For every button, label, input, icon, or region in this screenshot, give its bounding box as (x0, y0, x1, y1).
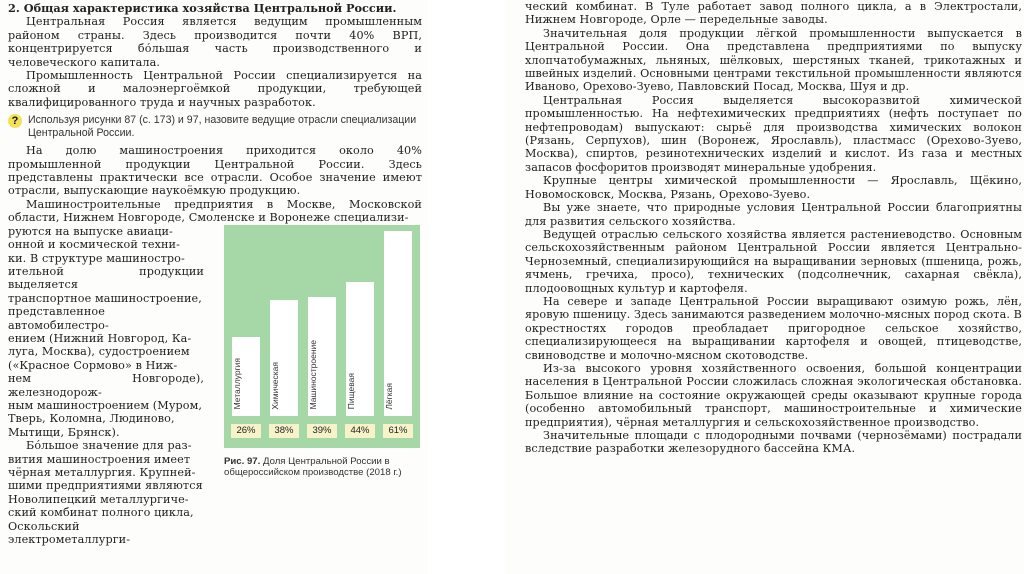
paragraph-text: На долю машиностроения приходится около 40% промышленной продукции Центральной России. Здесь представлены практически все отрасли. Особое значение имеют отрасли, выпускающие наукоёмкую продукцию. (8, 144, 422, 198)
text-line: руются на выпуске авиаци- (8, 224, 173, 238)
paragraph (8, 439, 204, 546)
bar-category-label: Машиностроение (308, 340, 318, 410)
text-line: вития машиностроения имеет (8, 452, 191, 466)
text-line: ным машиностроением (Муром, (8, 398, 203, 412)
bar-value-label: 44% (345, 424, 375, 438)
paragraph: ческий комбинат. В Туле работает завод полного цикла, а в Электростали, Нижнем Новгороде, Орле — передельные заводы. (525, 0, 1022, 27)
text-line: («Красное Сормово» в Ниж- (8, 358, 178, 372)
paragraph: Промышленность Центральной России специализируется на сложной и малоэнергоёмкой продукции, требующей квалифицированного труда и научных разработок. (8, 69, 422, 109)
text-line: нем Новгороде), железнодорож- (8, 372, 204, 399)
right-textbook-page (505, 0, 1024, 574)
text-line: Оскольский электрометаллурги- (8, 519, 131, 547)
question-block (8, 114, 422, 140)
text-line: ительной продукции выделяется (8, 264, 204, 292)
paragraph: Крупные центры химической промышленности — Ярославль, Щёкино, Новомосковск, Москва, Рязань, Орехово-Зуево. (525, 174, 1022, 201)
page-gutter (428, 0, 505, 574)
bar-value-label: 38% (269, 424, 299, 438)
bar-value-label: 26% (231, 424, 261, 438)
paragraph: На севере и западе Центральной России выращивают озимую рожь, лён, яровую пшеницу. Здесь занимаются разведением молочно-мясных пород скота. В окрестностях городов преобладает пригородное сельское хозяйство, специализирующееся на выращивании картофеля и овощей, птицеводстве, свиноводстве и молочно-мясном скотоводстве. (525, 294, 1022, 362)
chart-bar (308, 297, 336, 415)
figure-wrap-area (8, 225, 422, 547)
text-line: чёрная металлургия. Крупней- (8, 466, 196, 479)
text-line: Тверь, Коломна, Людиново, (8, 412, 175, 426)
text-line: луга, Москва), судостроением (8, 345, 190, 359)
bar-value-label: 39% (307, 424, 337, 438)
paragraph: Значительная доля продукции лёгкой промышленности выпускается в Центральной России. Она представлена предприятиями по выпуску хлопчатобумажных, льняных, шёлковых, шерстяных тканей, трикотажных и швейных изделий. Основными центрами текстильной промышленности являются Иваново, Орехово-Зуево, Павловский Посад, Москва, Шуя и др. (525, 26, 1022, 94)
text-line: шими предприятиями являются (8, 479, 203, 493)
text-line: ки. В структуре машиностро- (8, 251, 185, 265)
chart-bar (346, 282, 374, 415)
paragraph: Из-за высокого уровня хозяйственного освоения, большой концентрации населения в Центральной России сложилась сложная экологическая обстановка. Большое влияние на состояние окружающей среды оказывают крупные города (особенно автомобильный транспорт, машиностроительные и химические предприятия), чёрная металлургия и сельскохозяйственное производство. (525, 361, 1022, 429)
right-text-column (525, 0, 1022, 456)
text-line: ением (Нижний Новгород, Ка- (8, 331, 192, 345)
bar-value-label: 61% (383, 424, 413, 438)
text-line: Мытищи, Брянск). (8, 425, 120, 439)
paragraph: Ведущей отраслью сельского хозяйства является растениеводство. Основным сельскохозяйственным районом Центральной России является Центрально-Черноземный, специализирующийся на выращивании зерновых (пшеница, рожь, ячмень, гречиха, просо), технических (подсолнечник, сахарная свёкла), плодоовощных культур и картофеля. (525, 227, 1022, 295)
figure-97 (224, 225, 420, 479)
text-line: онной и космической техни- (8, 238, 180, 252)
question-text: Используя рисунки 87 (с. 173) и 97, назовите ведущие отрасли специализации Центральной России. (28, 114, 417, 140)
bar-category-label: Металлургия (232, 358, 242, 410)
chart-bar (270, 300, 298, 415)
bar-category-label: Химическая (270, 362, 280, 410)
bar-chart (224, 225, 420, 448)
figure-caption-text: Доля Центральной России в общероссийском производстве (2018 г.) (224, 455, 402, 479)
bar-category-label: Пищевая (346, 373, 356, 410)
paragraph: Центральная Россия выделяется высокоразвитой химической промышленностью. На нефтехимических предприятиях (нефть поступает по нефтепроводам) выпускают: сырьё для производства химических волокон (Рязань, Серпухов), шин (Воронеж, Ярославль), пластмасс (Орехово-Зуево, Москва), спиртов, резинотехнических изделий и кислот. Из газа и местных запасов фосфоритов производят минеральные удобрения. (525, 93, 1022, 174)
paragraph (8, 225, 204, 440)
bar-category-label: Лёгкая (384, 383, 394, 410)
figure-caption-label: Рис. 97. (224, 455, 261, 467)
paragraph: Вы уже знаете, что природные условия Центральной России благоприятны для развития сельского хозяйства. (525, 201, 1022, 228)
paragraph: Значительные площади с плодородными почвами (чернозёмами) пострадали вследствие разработки железорудного бассейна КМА. (525, 429, 1022, 456)
text-line: транспортное машиностроение, (8, 291, 202, 305)
chart-bar (232, 337, 260, 416)
left-text-column (8, 0, 422, 546)
text-line: Новолипецкий металлургиче- (8, 492, 189, 506)
paragraph (8, 144, 422, 198)
left-textbook-page (0, 0, 428, 574)
paragraph: Машиностроительные предприятия в Москве, Московской области, Нижнем Новгороде, Смоленске и Воронеже специализи- (8, 197, 422, 225)
text-line: ский комбинат полного цикла, (8, 506, 194, 520)
text-line: Бо́льшое значение для раз- (26, 439, 192, 453)
question-mark-icon: ? (8, 114, 22, 128)
section-heading: 2. Общая характеристика хозяйства Центральной России. (8, 1, 397, 15)
chart-bar (384, 231, 412, 416)
paragraph: Центральная Россия является ведущим промышленным районом страны. Здесь производится почти 40% ВРП, концентрируется бо́льшая часть производственного и человеческого капитала. (8, 15, 422, 69)
text-line: представленное автомобилестро- (8, 305, 109, 332)
figure-caption (224, 456, 420, 479)
